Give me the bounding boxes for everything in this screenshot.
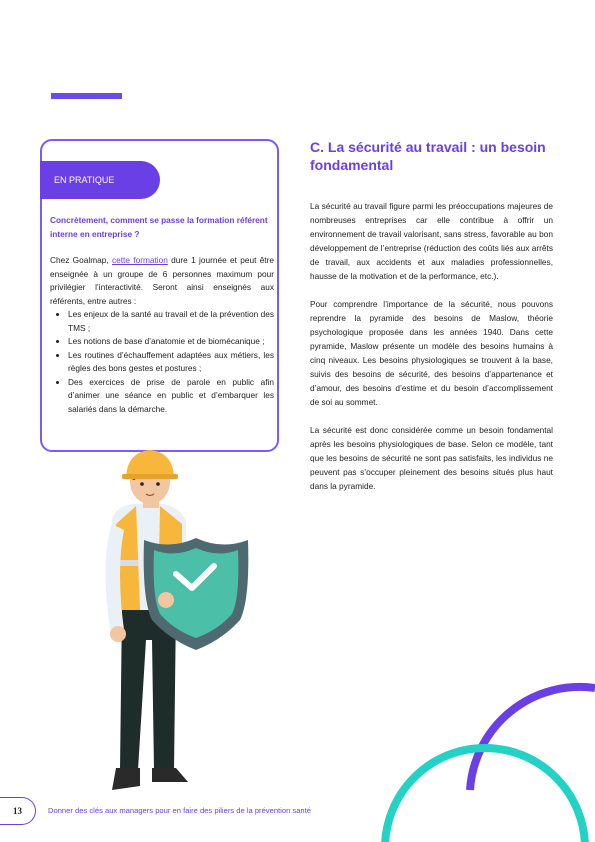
list-item: • Des exercices de prise de parole en public afin d’animer une séance en public et d’embarquer les salariés dans la démarche. bbox=[68, 376, 274, 417]
practice-question: Concrètement, comment se passe la formation référent interne en entreprise ? bbox=[50, 215, 268, 239]
page-number: 13 bbox=[0, 797, 36, 825]
practice-tag: EN PRATIQUE bbox=[40, 161, 160, 199]
paragraph: La sécurité est donc considérée comme un besoin fondamental après les besoins physiologiques de base. Selon ce modèle, tant que les besoins de sécurité ne sont pas satisfaits, les individus ne peuvent pas s’occuper pleinement des besoins situés plus haut dans la pyramide. bbox=[310, 425, 553, 491]
intro-text-start: Chez Goalmap, bbox=[50, 255, 112, 265]
list-item: • Les enjeux de la santé au travail et de la prévention des TMS ; bbox=[68, 308, 274, 335]
list-item: • Les notions de base d’anatomie et de biomécanique ; bbox=[68, 335, 274, 349]
formation-link[interactable]: cette formation bbox=[111, 255, 168, 265]
intro-text-end: dure 1 journée et peut être enseignée à un groupe de 6 personnes maximum pour privilégier l’interactivité. Seront ainsi enseignés aux référents, entre autres : bbox=[50, 255, 274, 306]
footer bbox=[0, 797, 595, 827]
paragraph: Pour comprendre l’importance de la sécurité, nous pouvons reprendre la pyramide des besoins de Maslow, théorie psychologique proposée dans les années 1940. Dans cette pyramide, Maslow présente un modèle des besoins humains à cinq niveaux. Les besoins physiologiques se trouvent à la base, suivis des besoins de sécurité, des besoins d’appartenance et d’amour, des besoins d’estime et du besoin d’accomplissement de soi au sommet. bbox=[310, 299, 553, 407]
footer-text: Donner des clés aux managers pour en faire des piliers de la prévention santé bbox=[48, 806, 311, 815]
list-item: • Les routines d’échauffement adaptées aux métiers, les règles des bons gestes et postures ; bbox=[68, 349, 274, 376]
paragraph: La sécurité au travail figure parmi les préoccupations majeures de nombreuses entreprises car elle contribue à offrir un environnement de travail valorisant, sans stress, favorable au bon développement de l’entreprise (réduction des coûts liés aux arrêts de travail, aux accidents et aux maladies professionnelles, hausse de la motivation et de la performance, etc.). bbox=[310, 201, 553, 281]
section-title: C. La sécurité au travail : un besoin fondamental bbox=[310, 139, 546, 173]
